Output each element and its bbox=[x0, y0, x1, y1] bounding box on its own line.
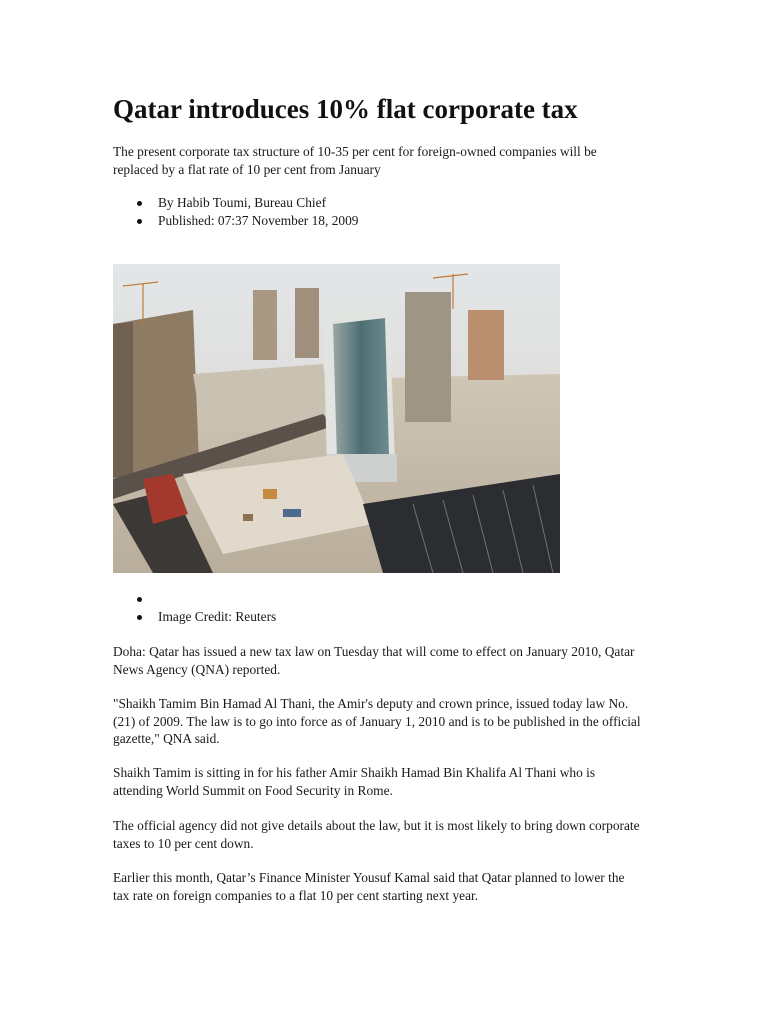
article-paragraph: The official agency did not give details about the law, but it is most likely to bring down corporate taxes to 10 per cent down. bbox=[113, 818, 640, 851]
article-deck: The present corporate tax structure of 10-35 per cent for foreign-owned companies will be replaced by a flat rate of 10 per cent from January bbox=[113, 144, 597, 177]
article-meta-list bbox=[113, 194, 358, 230]
article-paragraph: Doha: Qatar has issued a new tax law on Tuesday that will come to effect on January 2010, Qatar News Agency (QNA) reported. bbox=[113, 644, 635, 677]
byline: By Habib Toumi, Bureau Chief bbox=[113, 194, 358, 212]
article-headline: Qatar introduces 10% flat corporate tax bbox=[113, 94, 578, 124]
article-paragraph: Shaikh Tamim is sitting in for his father Amir Shaikh Hamad Bin Khalifa Al Thani who is attending World Summit on Food Security in Rome. bbox=[113, 765, 596, 798]
published-date: Published: 07:37 November 18, 2009 bbox=[113, 212, 358, 230]
article-paragraph: Earlier this month, Qatar’s Finance Minister Yousuf Kamal said that Qatar planned to lower the tax rate on foreign companies to a flat 10 per cent starting next year. bbox=[113, 870, 625, 903]
image-credit: Image Credit: Reuters bbox=[113, 608, 276, 626]
article-photo bbox=[113, 264, 560, 573]
image-caption-empty bbox=[113, 590, 276, 608]
article-paragraph: "Shaikh Tamim Bin Hamad Al Thani, the Amir's deputy and crown prince, issued today law No. (21) of 2009. The law is to go into force as of January 1, 2010 and is to be published in the official gazette," QNA said. bbox=[113, 696, 641, 746]
image-credit-list bbox=[113, 590, 276, 626]
doha-skyline-photo bbox=[113, 264, 560, 573]
